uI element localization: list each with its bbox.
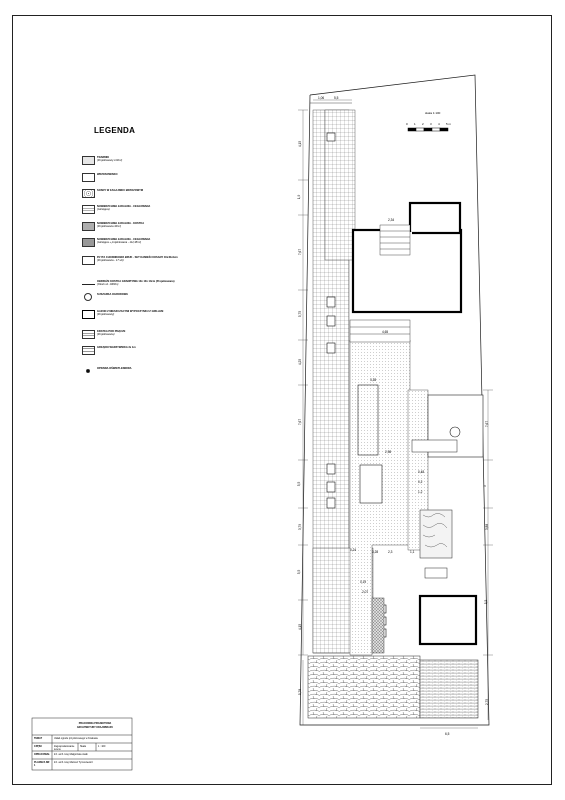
tb-label-part: CZĘŚĆ	[34, 745, 43, 748]
legend-label-text: SOSNY W ZAGAJNIKU BRZOZOWYM	[97, 189, 144, 192]
dimension-label: 2,98	[385, 450, 392, 454]
legend-label-text: NAWIERZCHNIA JADALNIA - KOSTKA	[97, 222, 145, 225]
dimension-label: 5,78	[298, 688, 303, 696]
legend-sublabel: (Projektowany 110m²)	[97, 159, 123, 163]
legend-label-text: TRAWNIK	[97, 156, 110, 159]
scale-tick-label: 2	[422, 122, 424, 126]
dimension-label: 1,9	[297, 194, 302, 200]
dimension-label: 5	[482, 485, 487, 487]
bench	[412, 440, 457, 452]
dimension-label: 0,2	[418, 480, 423, 484]
dimension-label: 7,67	[298, 248, 303, 256]
tiled-strip-upper	[325, 110, 355, 260]
dimension-label: 2,75	[485, 698, 490, 706]
legend-label-text: NAWIERZCHNIA JADALNIA - CEGŁOWANA	[97, 205, 151, 208]
house-extension	[410, 203, 460, 233]
garden-shed	[360, 465, 382, 503]
dimension-label: 3,28	[370, 378, 377, 382]
stone-paving-area	[308, 656, 420, 718]
scale-label: skala 1:100	[425, 111, 441, 115]
dimension-label: 3,79	[298, 523, 303, 531]
dimension-label: 0,24	[350, 548, 357, 552]
tb-scale-label: Skala	[80, 745, 86, 748]
tb-value-topic: Układ ogrodu przydomowego w Krakowie	[54, 737, 98, 740]
dimension-label: 1,06	[318, 96, 325, 100]
legend-label-text: GAZON Z MIESZCZACYMI WYPOCZYNKU Z GRILLEM	[97, 310, 164, 313]
legend-sublabel: (Istniejąca + projektowana - 112,48m²)	[97, 241, 142, 245]
dimension-label: 1,1	[410, 550, 415, 554]
legend-sublabel: (Istniejąca)	[97, 208, 110, 212]
legend-title: LEGENDA	[94, 126, 136, 135]
tb-label-author: OPRACOWAŁ	[34, 753, 50, 756]
office-name-line2: ARCHITEKTURY KRAJOBRAZU	[76, 726, 114, 729]
dimension-label: 5,5	[484, 599, 489, 605]
dimension-label: 4,15	[298, 140, 303, 148]
dimension-label: 2,3	[388, 550, 393, 554]
dimension-label: 6,5	[445, 732, 450, 736]
legend-label-text: WRZOSOWISKO	[97, 173, 118, 176]
scale-tick-label: 4	[438, 122, 440, 126]
dimension-label: 5,5	[297, 569, 302, 575]
dimension-label: 5,5	[297, 481, 302, 487]
legend-sublabel: (Około ok. 1000m)	[97, 283, 119, 287]
tb-scale-value: 1 : 100	[98, 745, 106, 748]
brick-path	[372, 598, 384, 653]
legend-label-text: KRATKA POD PNĄCZE	[97, 330, 126, 333]
tb-label-sheet: PLANSZA NR 1	[34, 761, 50, 767]
tb-value-author: Inż. arch. kraj. Małgorzata Jasik	[54, 753, 88, 756]
legend-sublabel: (Projektowany)	[97, 313, 115, 317]
entrance-stairs	[380, 225, 410, 255]
dimension-label: 5,75	[298, 310, 303, 318]
tb-value-sheet: Inż. arch. kraj. Mariusz Tymoszewicz	[54, 761, 93, 764]
dimension-label: 7,67	[298, 418, 303, 426]
dimension-label: 2,07	[362, 590, 369, 594]
legend-label-text: GRZĄDKI WARZYWNIKA 3x 1m	[97, 346, 136, 349]
scale-bar	[408, 128, 448, 131]
legend-label-text: OPRAWA OŚWIETLENIOWA	[97, 367, 132, 370]
garage-building	[420, 596, 476, 644]
legend-sublabel: (Projektowana)	[97, 333, 115, 337]
dimension-label: 4,15	[298, 623, 303, 631]
scale-tick-label: 3	[430, 122, 432, 126]
dimension-label: 4,65	[382, 330, 389, 334]
dimension-label: 0,48	[418, 470, 425, 474]
dimension-label: 3,88	[485, 523, 490, 531]
tb-label-topic: TEMAT	[34, 737, 43, 740]
legend-sublabel: (Projektowana 40m²)	[97, 225, 122, 229]
terrace-stairs	[350, 320, 410, 342]
legend-label-text: SUSZARKA OGRODOWA	[97, 293, 129, 296]
legend-label-text: OBRZEŻE KOSTKA GRANITOWA 10x 10x 10cm (Projektowana)	[97, 280, 175, 283]
dimension-label: 4,25	[298, 358, 303, 366]
dimension-label: 1,2	[418, 490, 423, 494]
outdoor-table	[425, 568, 447, 578]
parking-bays	[420, 660, 478, 718]
legend-label-text: NAWIERZCHNIA JADALNIA - CEGŁOWANA	[97, 238, 151, 241]
dimension-label: 5,5	[334, 96, 339, 100]
dimension-label: 3,28	[372, 550, 379, 554]
heath-bed	[420, 510, 452, 558]
office-name-line1: PRACOWNIA PROJEKTOWA	[78, 722, 112, 725]
dimension-label: 7,67	[485, 420, 490, 428]
dimension-label: 0,19	[360, 580, 367, 584]
tb-value-part: Zagospodarowanie terenu	[54, 745, 75, 751]
legend-sublabel: (Projektowana - 17 szt)	[97, 259, 124, 263]
legend-label-text: PŁYTA CHODNIKOWA BRUK - SET KAMIEŃ CIOSANY 40x40x4cm	[97, 256, 178, 259]
dimension-label: 2,34	[388, 218, 395, 222]
scale-tick-label: 0	[406, 122, 408, 126]
scale-tick-label: 5 m	[446, 122, 452, 126]
scale-tick-label: 1	[414, 122, 416, 126]
